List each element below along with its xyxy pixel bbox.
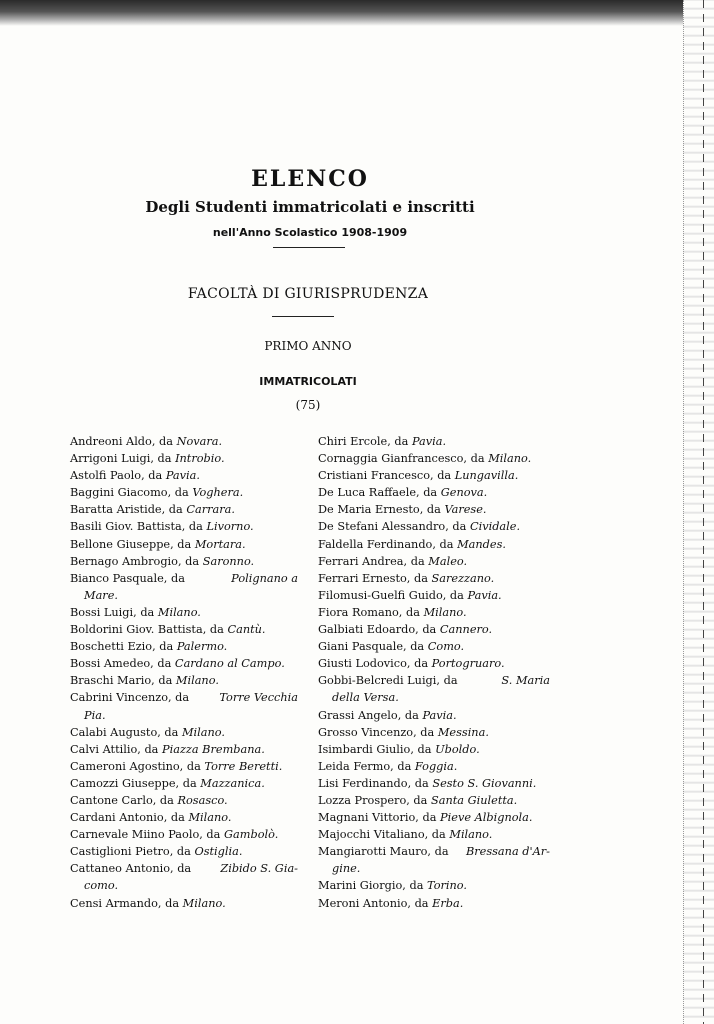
student-entry	[70, 758, 298, 775]
student-name: Leida Fermo, da	[318, 759, 415, 773]
student-city: Voghera.	[192, 486, 244, 500]
student-name: Boldorini Giov. Battista, da	[70, 623, 228, 637]
student-name: Majocchi Vitaliano, da	[318, 828, 450, 842]
student-city: Messina.	[437, 725, 489, 739]
student-entry	[70, 689, 298, 706]
student-city: Carrara.	[186, 503, 235, 517]
student-entry	[70, 860, 298, 877]
student-name: Magnani Vittorio, da	[318, 811, 441, 825]
student-name: Cattaneo Antonio, da	[70, 862, 192, 876]
student-city: Uboldo.	[435, 742, 480, 756]
student-entry	[318, 809, 550, 826]
student-entry	[318, 587, 550, 604]
student-entry	[70, 895, 298, 912]
student-entry	[70, 518, 298, 535]
student-entry	[318, 792, 550, 809]
student-name: Grassi Angelo, da	[318, 708, 423, 722]
student-entry	[70, 553, 298, 570]
student-city: Cantù.	[227, 623, 266, 637]
student-city: Piazza Brembana.	[162, 742, 265, 756]
student-city: Novara.	[176, 435, 223, 448]
student-city: Milano.	[181, 725, 225, 739]
student-city: Milano.	[188, 811, 232, 825]
student-city: Milano.	[449, 828, 493, 842]
student-entry	[318, 638, 550, 655]
student-city: Milano.	[175, 674, 219, 688]
student-entry	[318, 518, 550, 535]
student-name: Filomusi-Guelfi Guido, da	[318, 588, 468, 602]
student-city: Pavia.	[467, 588, 502, 602]
student-entry	[70, 672, 298, 689]
student-entry	[70, 843, 298, 860]
faculty-heading: FACOLTÀ DI GIURISPRUDENZA	[187, 286, 429, 302]
student-entry	[318, 826, 550, 843]
student-name: Gobbi-Belcredi Luigi, da	[318, 674, 458, 688]
student-name: De Luca Raffaele, da	[318, 486, 441, 500]
student-name: Bossi Luigi, da	[70, 605, 158, 619]
student-entry	[70, 809, 298, 826]
student-name: Censi Armando, da	[70, 896, 183, 910]
student-name: Basili Giov. Battista, da	[70, 520, 207, 534]
student-entry	[70, 501, 298, 518]
student-name: De Maria Ernesto, da	[318, 503, 445, 517]
student-entry	[70, 570, 298, 587]
student-entry	[70, 467, 298, 484]
student-name: Ferrari Andrea, da	[318, 554, 429, 568]
student-city: Introbio.	[175, 452, 225, 466]
student-list-left	[70, 433, 298, 912]
student-city: della Versa.	[332, 691, 399, 705]
student-city: Ostiglia.	[194, 845, 243, 859]
student-city: Milano.	[488, 452, 532, 466]
student-name: Andreoni Aldo, da	[70, 435, 177, 448]
student-city: Pavia.	[422, 708, 457, 722]
student-city: Lungavilla.	[454, 469, 519, 483]
student-entry	[70, 775, 298, 792]
student-name: Mangiarotti Mauro, da	[318, 845, 449, 859]
student-list-right	[318, 433, 550, 912]
student-name: Calabi Augusto, da	[70, 725, 182, 739]
student-name: Arrigoni Luigi, da	[70, 452, 176, 466]
student-city: Saronno.	[202, 554, 255, 568]
student-name: Cardani Antonio, da	[70, 811, 189, 825]
student-city: Erba.	[432, 896, 464, 910]
student-city: Cividale.	[469, 520, 521, 534]
student-city: Torre Beretti.	[204, 759, 283, 773]
student-city: Sarezzano.	[431, 571, 495, 585]
student-city: Pavia.	[165, 469, 200, 483]
student-city: gine.	[332, 862, 361, 876]
student-entry	[318, 450, 550, 467]
student-entry	[70, 587, 298, 604]
student-city: Portogruaro.	[431, 657, 505, 671]
student-entry	[70, 877, 298, 894]
student-city: Genova.	[440, 486, 488, 500]
student-city: Pia.	[84, 708, 106, 722]
student-city: Pavia.	[411, 435, 447, 448]
student-entry	[70, 826, 298, 843]
student-name: Meroni Antonio, da	[318, 896, 433, 910]
student-city: Rosasco.	[177, 793, 228, 807]
student-city: Maleo.	[428, 554, 468, 568]
page-subtitle: Degli Studenti immatricolati e inscritti	[145, 198, 475, 216]
student-city: Mazzanica.	[200, 776, 265, 790]
school-year: nell'Anno Scolastico 1908-1909	[212, 226, 408, 239]
student-city: Zibido S. Gia-	[220, 862, 298, 876]
student-entry	[318, 433, 550, 450]
student-entry	[318, 741, 550, 758]
student-entry	[318, 604, 550, 621]
student-city: S. Maria	[501, 674, 550, 688]
student-name: Bianco Pasquale, da	[70, 571, 185, 585]
student-name: Bernago Ambrogio, da	[70, 554, 203, 568]
student-city: como.	[84, 879, 119, 893]
student-entry	[318, 484, 550, 501]
student-name: Baratta Aristide, da	[70, 503, 187, 517]
student-name: Isimbardi Giulio, da	[318, 742, 436, 756]
student-entry	[318, 860, 550, 877]
student-entry	[70, 433, 298, 450]
student-name: Cameroni Agostino, da	[70, 759, 205, 773]
divider	[272, 316, 334, 317]
student-name: Cristiani Francesco, da	[318, 469, 455, 483]
student-entry	[318, 621, 550, 638]
student-name: Bossi Amedeo, da	[70, 657, 175, 671]
student-entry	[318, 672, 550, 689]
student-name: Bellone Giuseppe, da	[70, 537, 195, 551]
student-name: Cantone Carlo, da	[70, 793, 178, 807]
student-city: Polignano a	[231, 571, 298, 585]
student-name: Cornaggia Gianfrancesco, da	[318, 452, 489, 466]
student-name: Calvi Attilio, da	[70, 742, 162, 756]
year-heading: PRIMO ANNO	[264, 339, 352, 353]
student-entry	[70, 741, 298, 758]
student-entry	[70, 655, 298, 672]
student-city: Varese.	[444, 503, 487, 517]
student-entry	[70, 707, 298, 724]
scan-top-border	[0, 0, 714, 26]
student-name: Lozza Prospero, da	[318, 793, 431, 807]
student-entry	[70, 450, 298, 467]
student-entry	[70, 536, 298, 553]
student-entry	[318, 707, 550, 724]
student-city: Mandes.	[457, 537, 506, 551]
student-entry	[318, 758, 550, 775]
category-heading: IMMATRICOLATI	[259, 375, 357, 388]
student-city: Milano.	[423, 605, 467, 619]
student-name: Boschetti Ezio, da	[70, 640, 177, 654]
student-entry	[318, 570, 550, 587]
student-name: Galbiati Edoardo, da	[318, 623, 440, 637]
student-city: Livorno.	[206, 520, 254, 534]
student-entry	[318, 689, 550, 706]
student-city: Pieve Albignola.	[440, 811, 533, 825]
student-name: Braschi Mario, da	[70, 674, 176, 688]
student-entry	[318, 724, 550, 741]
student-city: Gambolò.	[224, 828, 279, 842]
student-city: Palermo.	[176, 640, 228, 654]
student-entry	[70, 724, 298, 741]
student-entry	[318, 536, 550, 553]
student-entry	[70, 484, 298, 501]
student-entry	[318, 501, 550, 518]
student-city: Mortara.	[194, 537, 246, 551]
student-entry	[318, 843, 550, 860]
student-city: Cardano al Campo.	[174, 657, 285, 671]
student-city: Torre Vecchia	[219, 691, 298, 705]
student-name: Baggini Giacomo, da	[70, 486, 193, 500]
student-entry	[318, 655, 550, 672]
student-city: Cannero.	[439, 623, 493, 637]
student-city: Sesto S. Giovanni.	[432, 776, 537, 790]
student-name: Faldella Ferdinando, da	[318, 537, 458, 551]
student-name: Marini Giorgio, da	[318, 879, 428, 893]
student-city: Mare.	[84, 588, 118, 602]
student-name: Grosso Vincenzo, da	[318, 725, 438, 739]
scan-right-edge	[683, 0, 714, 1024]
student-name: Giusti Lodovico, da	[318, 657, 432, 671]
student-city: Santa Giuletta.	[431, 793, 518, 807]
student-entry	[318, 553, 550, 570]
student-name: Fiora Romano, da	[318, 605, 424, 619]
student-name: Giani Pasquale, da	[318, 640, 428, 654]
student-city: Torino.	[427, 879, 467, 893]
student-name: Lisi Ferdinando, da	[318, 776, 433, 790]
student-entry	[318, 877, 550, 894]
student-name: Ferrari Ernesto, da	[318, 571, 432, 585]
student-entry	[70, 638, 298, 655]
student-entry	[318, 895, 550, 912]
student-count: (75)	[295, 398, 321, 412]
student-city: Bressana d'Ar-	[465, 845, 550, 859]
student-name: Cabrini Vincenzo, da	[70, 691, 190, 705]
student-city: Milano.	[157, 605, 201, 619]
divider	[273, 247, 345, 248]
student-entry	[70, 792, 298, 809]
student-city: Foggia.	[414, 759, 458, 773]
student-name: Castiglioni Pietro, da	[70, 845, 195, 859]
student-entry	[70, 604, 298, 621]
student-name: Carnevale Miino Paolo, da	[70, 828, 224, 842]
student-name: Astolfi Paolo, da	[70, 469, 166, 483]
student-name: Camozzi Giuseppe, da	[70, 776, 201, 790]
student-entry	[70, 621, 298, 638]
student-city: Como.	[427, 640, 465, 654]
student-entry	[318, 775, 550, 792]
student-name: De Stefani Alessandro, da	[318, 520, 470, 534]
page-title: ELENCO	[251, 166, 369, 192]
student-city: Milano.	[182, 896, 226, 910]
student-name: Chiri Ercole, da	[318, 435, 412, 448]
student-entry	[318, 467, 550, 484]
